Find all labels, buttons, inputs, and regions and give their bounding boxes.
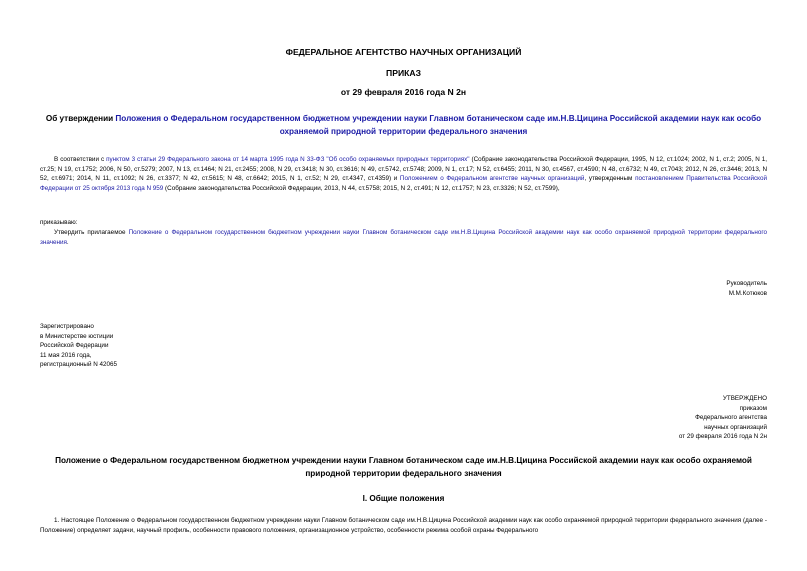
registration-line-5: регистрационный N 42065 bbox=[40, 361, 118, 369]
approve-intro: Утвердить прилагаемое bbox=[54, 229, 129, 236]
signer-name: М.М.Котюков bbox=[728, 289, 767, 297]
signer-role: Руководитель bbox=[726, 280, 767, 287]
title-prefix: Об утверждении bbox=[45, 114, 116, 123]
preamble-approved-by: , утвержденным bbox=[584, 175, 636, 183]
approval-stamp-block bbox=[679, 394, 767, 442]
registration-block bbox=[40, 322, 117, 370]
regulation-title: Положение о Федеральном государственном бюджетном учреждении науки Главном ботаническом саде им.Н.В.Цицина Российской академии наук как особо охраняемой природной территории федерального значения bbox=[55, 456, 752, 478]
approved-line-5: от 29 февраля 2016 года N 2н bbox=[678, 433, 767, 441]
registration-line-2: в Министерстве юстиции bbox=[40, 332, 114, 340]
preamble-sources: (Собрание законодательства Российской Федерации, 1995, N 12, ст.1024; 2002, N 1, ст.2; 2005, N 1, ст.25; N 19, ст.1752; 2006, N 50, ст.5279; 2007, N 13, ст.1464; N 21, ст.2455; 2008, N 29, ст.3418; N 30, ст.3616; N 49, ст.5742, ст.5748; 2009, N 1, ст.17; N 52, ст.6455; 2011, N 30, ст.4567, ст.4590; N 48, ст.6732; N 49, ст.7043; 2012, N 26, ст.3446; 2013, N 52, ст.6971; 2014, N 11, ст.1092; N 26, ст.3377; N 42, ст.5615; N 48, ст.6642; 2015, N 1, ст.52; N 29, ст.4347, ст.4359) и bbox=[40, 156, 767, 183]
approve-end: . bbox=[66, 238, 69, 246]
registration-line-3: Российской Федерации bbox=[40, 342, 109, 350]
agency-regulation-link[interactable]: Положением о Федеральном агентстве научных организаций bbox=[399, 175, 585, 183]
preamble-intro: В соответствии с bbox=[54, 156, 107, 163]
document-date: от 29 февраля 2016 года N 2н bbox=[340, 87, 467, 97]
section-paragraph-1: 1. Настоящее Положение о Федеральном государственном бюджетном учреждении науки Главном ботаническом саде им.Н.В.Цицина Российской академии наук как особо охраняемой природной территории федерального значения (далее - Положение) определяет задачи, научный профиль, особенности правового положения, организационное устройство, особенности режима особой охраны Федерального bbox=[40, 517, 767, 534]
registration-line-4: 11 мая 2016 года, bbox=[40, 351, 92, 359]
government-decree-link[interactable]: постановлением Правительства Российской Федерации от 25 октября 2013 года N 959 bbox=[40, 175, 768, 192]
preamble-sources-2: (Собрание законодательства Российской Федерации, 2013, N 44, ст.5758; 2015, N 2, ст.491; N 12, ст.1757; N 23, ст.3326; N 52, ст.7599), bbox=[163, 184, 560, 192]
section-heading: I. Общие положения bbox=[362, 494, 445, 503]
federal-law-link[interactable]: пунктом 3 статьи 29 Федерального закона от 14 марта 1995 года N 33-ФЗ "Об особо охраняемых природных территориях" bbox=[106, 156, 470, 163]
agency-name: ФЕДЕРАЛЬНОЕ АГЕНТСТВО НАУЧНЫХ ОРГАНИЗАЦИЙ bbox=[285, 47, 522, 57]
approve-paragraph bbox=[40, 228, 767, 247]
signature-block bbox=[726, 279, 767, 298]
orders-word: приказываю: bbox=[40, 219, 78, 226]
title-regulation-link[interactable]: Положения о Федеральном государственном бюджетном учреждении науки Главном ботаническом саде им.Н.В.Цицина Российской академии наук как особо охраняемой природной территории федерального значения bbox=[115, 114, 762, 136]
document-type: ПРИКАЗ bbox=[386, 68, 421, 78]
approved-line-4: научных организаций bbox=[704, 423, 767, 431]
approved-line-1: УТВЕРЖДЕНО bbox=[722, 395, 767, 402]
document-title bbox=[40, 112, 767, 138]
preamble-paragraph bbox=[40, 155, 767, 193]
approved-line-3: Федерального агентства bbox=[695, 414, 767, 422]
approved-line-2: приказом bbox=[739, 404, 767, 412]
approve-regulation-link[interactable]: Положение о Федеральном государственном бюджетном учреждении науки Главном ботаническом саде им.Н.В.Цицина Российской академии наук как особо охраняемой природной территории федерального значения bbox=[40, 229, 767, 246]
registration-line-1: Зарегистрировано bbox=[40, 323, 94, 330]
